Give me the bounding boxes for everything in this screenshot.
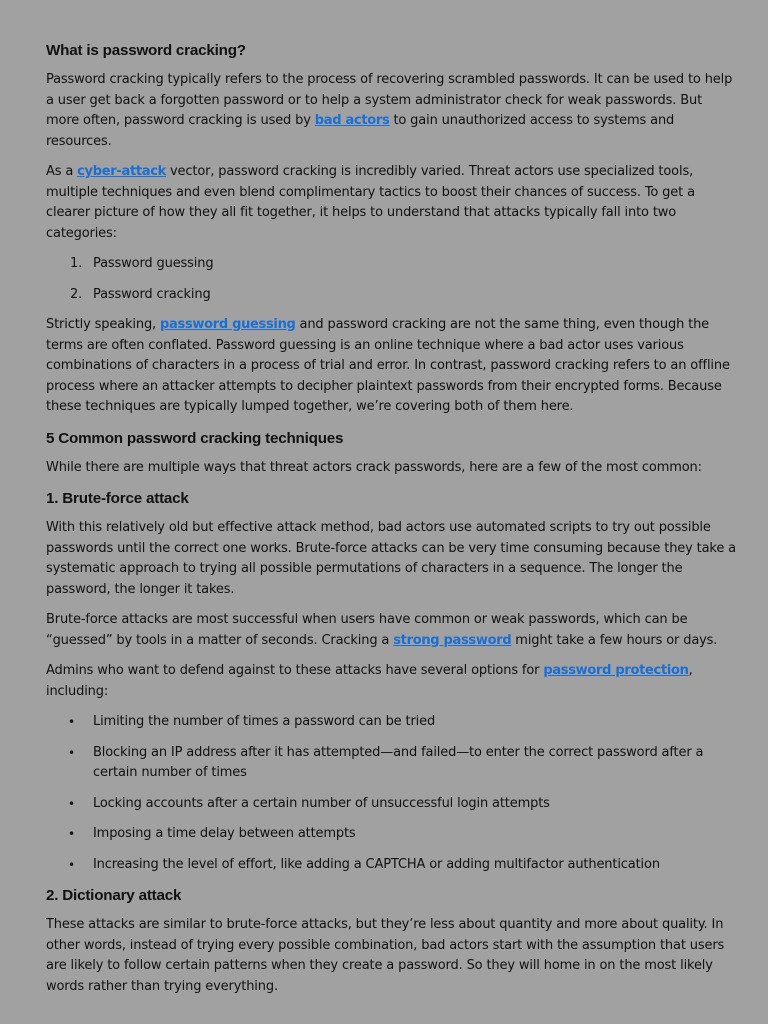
list-item-text: Limiting the number of times a password can be tried bbox=[93, 714, 436, 729]
bullet-icon: • bbox=[68, 745, 75, 760]
paragraph-brute-force-success bbox=[46, 610, 736, 651]
link-cyber-attack[interactable]: cyber-attack bbox=[77, 164, 166, 179]
paragraph-attack-vector bbox=[46, 162, 736, 244]
link-password-guessing[interactable]: password guessing bbox=[160, 317, 296, 332]
paragraph-text: Brute-force attacks are most successful when users have common or weak passwords, which can be “guessed” by tools in a matter of seconds. Cracking a bbox=[46, 612, 688, 648]
heading-common-techniques: 5 Common password cracking techniques bbox=[46, 429, 344, 447]
list-item bbox=[46, 824, 736, 845]
list-item bbox=[46, 794, 736, 815]
paragraph-text: Strictly speaking, bbox=[46, 317, 161, 332]
list-number: 2. bbox=[70, 286, 83, 302]
bullet-icon: • bbox=[68, 715, 75, 729]
list-item bbox=[46, 285, 736, 306]
paragraph-admin-defense bbox=[46, 661, 736, 702]
paragraph-text: vector, password cracking is incredibly varied. Threat actors use specialized tools, multiple techniques and even blend complimentary tactics to boost their chances of success. To get a clearer picture of how they all fit together, it helps to understand that attacks typically fall into two categories: bbox=[46, 164, 695, 241]
heading-brute-force-attack: 1. Brute-force attack bbox=[46, 490, 189, 507]
list-item-text: Password cracking bbox=[93, 286, 211, 302]
link-password-protection[interactable]: password protection bbox=[543, 663, 689, 678]
list-item bbox=[46, 743, 736, 784]
paragraph-text: Admins who want to defend against to these attacks have several options for bbox=[46, 663, 544, 678]
paragraph-text: , including: bbox=[46, 663, 693, 699]
link-bad-actors[interactable]: bad actors bbox=[314, 113, 390, 128]
list-number: 1. bbox=[70, 256, 83, 271]
document-page bbox=[46, 40, 736, 1007]
list-item-text: Locking accounts after a certain number of unsuccessful login attempts bbox=[93, 795, 550, 811]
list-item bbox=[46, 254, 736, 275]
paragraph-text: to gain unauthorized access to systems and resources. bbox=[46, 113, 675, 149]
bullet-list-defenses bbox=[46, 712, 736, 875]
heading-dictionary-attack: 2. Dictionary attack bbox=[46, 887, 182, 904]
paragraph-guessing-vs-cracking bbox=[46, 315, 736, 418]
list-item bbox=[46, 712, 736, 733]
bullet-icon: • bbox=[68, 827, 75, 841]
paragraph-brute-force-description: With this relatively old but effective attack method, bad actors use automated scripts to try out possible passwords until the correct one works. Brute-force attacks can be very time consuming because they take a systematic approach to trying all possible permutations of characters in a sequence. The longer the password, the longer it takes. bbox=[46, 520, 736, 597]
list-item bbox=[46, 855, 736, 876]
list-item-text: Increasing the level of effort, like adding a CAPTCHA or adding multifactor authentication bbox=[93, 856, 660, 872]
list-item-text: Imposing a time delay between attempts bbox=[93, 826, 356, 841]
list-item-text: Password guessing bbox=[93, 256, 214, 271]
bullet-icon: • bbox=[68, 857, 75, 872]
paragraph-text: Password cracking typically refers to the process of recovering scrambled passwords. It can be used to help a user get back a forgotten password or to help a system administrator check for weak passwords. But more often, password cracking is used by bbox=[46, 72, 733, 128]
paragraph-techniques-intro: While there are multiple ways that threat actors crack passwords, here are a few of the most common: bbox=[46, 459, 702, 475]
link-strong-password[interactable]: strong password bbox=[393, 632, 512, 648]
heading-what-is-password-cracking: What is password cracking? bbox=[46, 42, 246, 59]
paragraph-text: As a bbox=[46, 164, 78, 179]
numbered-list-categories bbox=[46, 254, 736, 305]
bullet-icon: • bbox=[68, 796, 75, 811]
list-item-text: Blocking an IP address after it has attempted—and failed—to enter the correct password after a certain number of times bbox=[93, 744, 704, 780]
paragraph-dictionary-description: These attacks are similar to brute-force attacks, but they’re less about quantity and more about quality. In other words, instead of trying every possible combination, bad actors start with the assumption that users are likely to follow certain patterns when they create a password. So they will home in on the most likely words rather than trying everything. bbox=[46, 917, 725, 994]
paragraph-intro bbox=[46, 70, 736, 152]
paragraph-text: and password cracking are not the same thing, even though the terms are often conflated. Password guessing is an online technique where a bad actor uses various combinations of characters in a process of trial and error. In contrast, password cracking refers to an offline process where an attacker attempts to decipher plaintext passwords from their encrypted forms. Because these techniques are typically lumped together, we’re covering both of them here. bbox=[46, 317, 730, 414]
paragraph-text: might take a few hours or days. bbox=[511, 632, 718, 648]
